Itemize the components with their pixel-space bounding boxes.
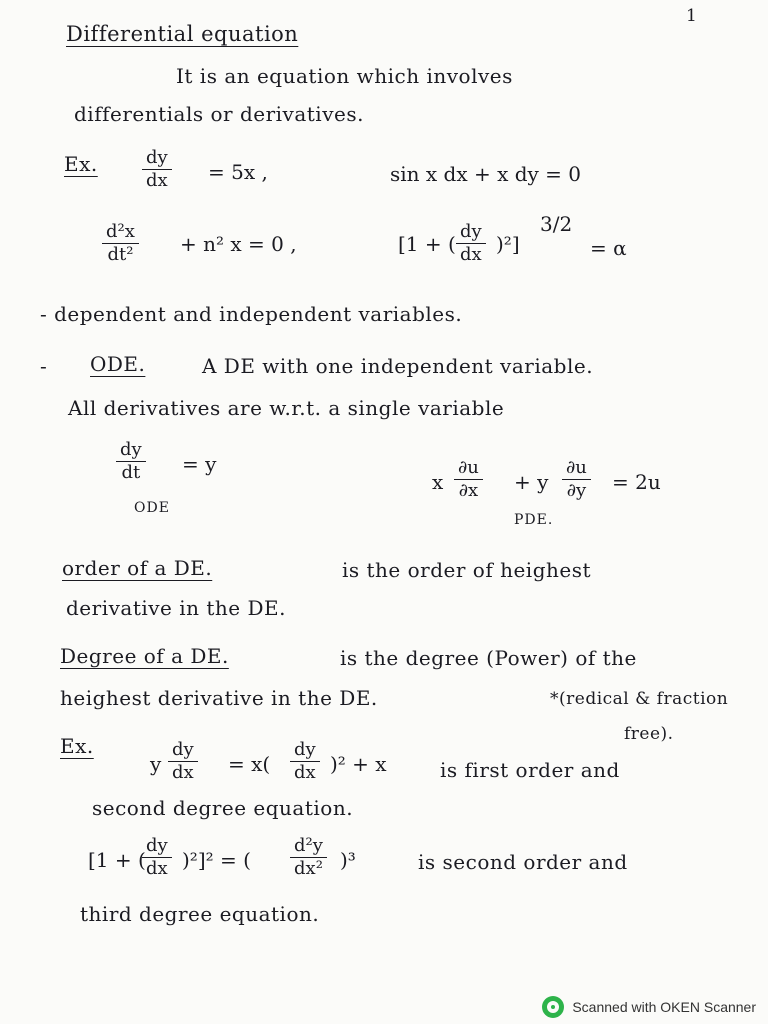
dy-dx-fraction	[456, 222, 486, 265]
fraction-numerator: d²y	[290, 836, 327, 858]
fraction-numerator: dy	[142, 148, 172, 170]
ode-definition-2: All derivatives are w.r.t. a single variable	[68, 396, 505, 420]
eq-b-text-2: third degree equation.	[80, 902, 320, 926]
scanner-logo-icon	[542, 996, 564, 1018]
eq-b-mid: )²]² = (	[182, 848, 251, 872]
fraction-denominator: dx²	[294, 858, 323, 879]
exponent: 3/2	[540, 212, 573, 236]
page-number: 1	[686, 6, 698, 26]
fraction-numerator: ∂u	[562, 458, 591, 480]
order-text-2: derivative in the DE.	[66, 596, 286, 620]
example-label: Ex.	[64, 152, 98, 176]
du-dx-fraction	[454, 458, 483, 501]
scanner-footer	[542, 996, 756, 1018]
ode-rhs: = y	[182, 452, 217, 476]
fraction-denominator: dx	[146, 858, 168, 879]
d2x-dt2-fraction	[102, 222, 139, 265]
degree-note-2: free).	[624, 724, 674, 744]
dy-dx-fraction	[142, 148, 172, 191]
ode-caption: ODE	[134, 500, 170, 516]
fraction-numerator: ∂u	[454, 458, 483, 480]
order-text-1: is the order of heighest	[342, 558, 592, 582]
fraction-numerator: dy	[456, 222, 486, 244]
eq-a-pre: y	[150, 752, 162, 776]
dy-dx-fraction	[290, 740, 320, 783]
eq-a-text-2: second degree equation.	[92, 796, 354, 820]
fraction-numerator: dy	[116, 440, 146, 462]
pde-lhs: x	[432, 470, 444, 494]
fraction-denominator: dx	[146, 170, 168, 191]
equation-rhs: + n² x = 0 ,	[180, 232, 297, 256]
dy-dx-fraction	[168, 740, 198, 783]
fraction-numerator: d²x	[102, 222, 139, 244]
du-dy-fraction	[562, 458, 591, 501]
degree-text-1: is the degree (Power) of the	[340, 646, 637, 670]
d2y-dx2-fraction	[290, 836, 327, 879]
eq-b-lhs: [1 + (	[88, 848, 146, 872]
eq-b-post: )³	[340, 848, 356, 872]
eq-a-mid: = x(	[228, 752, 271, 776]
fraction-numerator: dy	[142, 836, 172, 858]
equation-bracket-right: )²]	[496, 232, 520, 256]
fraction-denominator: ∂y	[566, 480, 587, 501]
ode-definition: A DE with one independent variable.	[202, 354, 594, 378]
bullet-dash: -	[40, 354, 48, 378]
fraction-denominator: ∂x	[458, 480, 479, 501]
equation-bracket-left: [1 + (	[398, 232, 456, 256]
dy-dt-fraction	[116, 440, 146, 483]
order-label: order of a DE.	[62, 556, 213, 580]
definition-line-2: differentials or derivatives.	[74, 102, 364, 126]
fraction-numerator: dy	[168, 740, 198, 762]
eq-b-text: is second order and	[418, 850, 628, 874]
fraction-denominator: dt²	[107, 244, 134, 265]
pde-caption: PDE.	[514, 512, 554, 528]
fraction-denominator: dt	[121, 462, 141, 483]
eq-a-text: is first order and	[440, 758, 620, 782]
fraction-denominator: dx	[172, 762, 194, 783]
pde-rhs: = 2u	[612, 470, 661, 494]
degree-text-2: heighest derivative in the DE.	[60, 686, 378, 710]
dy-dx-fraction	[142, 836, 172, 879]
degree-note-1: *(redical & fraction	[550, 689, 729, 709]
pde-mid: + y	[514, 470, 549, 494]
fraction-numerator: dy	[290, 740, 320, 762]
bullet-variables: - dependent and independent variables.	[40, 302, 463, 326]
equation-rhs: = 5x ,	[208, 160, 268, 184]
example-label-2: Ex.	[60, 734, 94, 758]
fraction-denominator: dx	[460, 244, 482, 265]
definition-line-1: It is an equation which involves	[176, 64, 513, 88]
scanner-text: Scanned with OKEN Scanner	[572, 999, 756, 1015]
fraction-denominator: dx	[294, 762, 316, 783]
page-title: Differential equation	[66, 22, 299, 46]
equation-end: = α	[590, 236, 627, 260]
ode-label: ODE.	[90, 352, 146, 376]
degree-label: Degree of a DE.	[60, 644, 229, 668]
equation-sin: sin x dx + x dy = 0	[390, 162, 582, 186]
eq-a-post: )² + x	[330, 752, 387, 776]
